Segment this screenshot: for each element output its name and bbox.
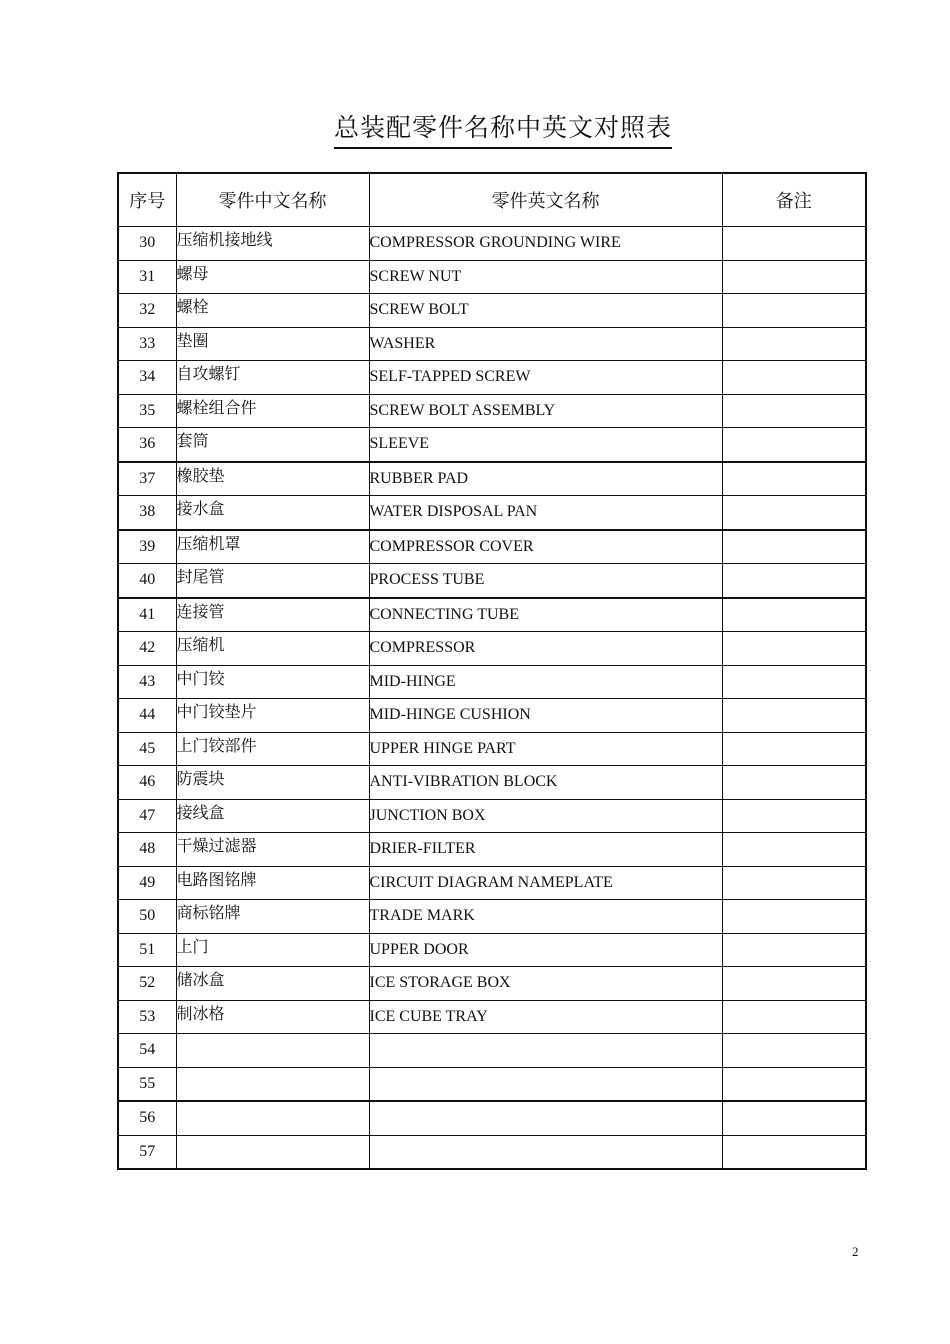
row-remark: [722, 327, 866, 361]
row-english-name: CONNECTING TUBE: [369, 598, 722, 632]
row-english-name: JUNCTION BOX: [369, 799, 722, 833]
row-english-name: SLEEVE: [369, 428, 722, 462]
row-number: 57: [118, 1135, 176, 1169]
table-row: [118, 866, 866, 900]
row-english-name: [369, 1101, 722, 1135]
table-row: [118, 665, 866, 699]
row-chinese-name: 螺栓组合件: [176, 394, 369, 428]
row-english-name: [369, 1034, 722, 1068]
row-number: 49: [118, 866, 176, 900]
table-row: [118, 1135, 866, 1169]
row-chinese-name: [176, 1135, 369, 1169]
row-remark: [722, 1067, 866, 1101]
row-chinese-name: 干燥过滤器: [176, 833, 369, 867]
row-number: 39: [118, 530, 176, 564]
row-english-name: [369, 1067, 722, 1101]
table-row: [118, 933, 866, 967]
row-remark: [722, 598, 866, 632]
row-chinese-name: [176, 1067, 369, 1101]
row-number: 42: [118, 632, 176, 666]
table-row: [118, 260, 866, 294]
row-remark: [722, 799, 866, 833]
row-remark: [722, 933, 866, 967]
row-remark: [722, 394, 866, 428]
header-remark: 备注: [722, 173, 866, 227]
row-english-name: COMPRESSOR: [369, 632, 722, 666]
row-remark: [722, 1034, 866, 1068]
table-row: [118, 496, 866, 530]
row-english-name: SCREW BOLT: [369, 294, 722, 328]
row-english-name: WATER DISPOSAL PAN: [369, 496, 722, 530]
row-number: 41: [118, 598, 176, 632]
row-remark: [722, 766, 866, 800]
table-row: [118, 799, 866, 833]
page-title-text: 总装配零件名称中英文对照表: [334, 108, 672, 149]
row-chinese-name: 压缩机罩: [176, 530, 369, 564]
table-row: [118, 900, 866, 934]
row-remark: [722, 866, 866, 900]
row-english-name: WASHER: [369, 327, 722, 361]
table-row: [118, 1000, 866, 1034]
row-number: 55: [118, 1067, 176, 1101]
row-chinese-name: 连接管: [176, 598, 369, 632]
page-title: [0, 108, 950, 149]
row-english-name: SCREW BOLT ASSEMBLY: [369, 394, 722, 428]
row-remark: [722, 967, 866, 1001]
table-row: [118, 361, 866, 395]
table-row: [118, 327, 866, 361]
row-chinese-name: 自攻螺钉: [176, 361, 369, 395]
row-english-name: COMPRESSOR GROUNDING WIRE: [369, 227, 722, 261]
row-remark: [722, 428, 866, 462]
row-chinese-name: 商标铭牌: [176, 900, 369, 934]
row-english-name: DRIER-FILTER: [369, 833, 722, 867]
row-english-name: UPPER HINGE PART: [369, 732, 722, 766]
row-number: 47: [118, 799, 176, 833]
row-number: 37: [118, 462, 176, 496]
row-number: 38: [118, 496, 176, 530]
row-number: 50: [118, 900, 176, 934]
row-remark: [722, 496, 866, 530]
row-number: 48: [118, 833, 176, 867]
row-number: 56: [118, 1101, 176, 1135]
row-chinese-name: 电路图铭牌: [176, 866, 369, 900]
row-chinese-name: 接线盒: [176, 799, 369, 833]
row-remark: [722, 1135, 866, 1169]
row-remark: [722, 530, 866, 564]
row-number: 54: [118, 1034, 176, 1068]
row-number: 32: [118, 294, 176, 328]
row-number: 35: [118, 394, 176, 428]
row-remark: [722, 1101, 866, 1135]
row-chinese-name: 接水盒: [176, 496, 369, 530]
row-chinese-name: 封尾管: [176, 564, 369, 598]
row-chinese-name: [176, 1034, 369, 1068]
row-chinese-name: 套筒: [176, 428, 369, 462]
row-number: 43: [118, 665, 176, 699]
row-english-name: ICE CUBE TRAY: [369, 1000, 722, 1034]
row-english-name: COMPRESSOR COVER: [369, 530, 722, 564]
table-row: [118, 564, 866, 598]
table-row: [118, 428, 866, 462]
row-english-name: MID-HINGE: [369, 665, 722, 699]
row-chinese-name: 制冰格: [176, 1000, 369, 1034]
row-chinese-name: 储冰盒: [176, 967, 369, 1001]
table-row: [118, 530, 866, 564]
row-chinese-name: 上门铰部件: [176, 732, 369, 766]
row-english-name: TRADE MARK: [369, 900, 722, 934]
row-english-name: UPPER DOOR: [369, 933, 722, 967]
table-row: [118, 598, 866, 632]
row-number: 40: [118, 564, 176, 598]
row-chinese-name: 防震块: [176, 766, 369, 800]
row-chinese-name: 螺栓: [176, 294, 369, 328]
row-remark: [722, 900, 866, 934]
row-remark: [722, 462, 866, 496]
row-remark: [722, 361, 866, 395]
row-english-name: RUBBER PAD: [369, 462, 722, 496]
table-row: [118, 699, 866, 733]
row-number: 36: [118, 428, 176, 462]
row-chinese-name: 垫圈: [176, 327, 369, 361]
parts-table: [117, 172, 867, 1170]
table-row: [118, 394, 866, 428]
row-remark: [722, 632, 866, 666]
row-number: 30: [118, 227, 176, 261]
row-number: 44: [118, 699, 176, 733]
row-number: 33: [118, 327, 176, 361]
page-number: 2: [852, 1244, 859, 1259]
row-english-name: PROCESS TUBE: [369, 564, 722, 598]
row-remark: [722, 227, 866, 261]
table-row: [118, 462, 866, 496]
row-english-name: MID-HINGE CUSHION: [369, 699, 722, 733]
row-number: 31: [118, 260, 176, 294]
row-english-name: SELF-TAPPED SCREW: [369, 361, 722, 395]
row-chinese-name: 螺母: [176, 260, 369, 294]
table-row: [118, 1101, 866, 1135]
row-number: 53: [118, 1000, 176, 1034]
table-row: [118, 294, 866, 328]
row-chinese-name: 压缩机: [176, 632, 369, 666]
table-row: [118, 967, 866, 1001]
row-english-name: SCREW NUT: [369, 260, 722, 294]
row-chinese-name: [176, 1101, 369, 1135]
row-remark: [722, 1000, 866, 1034]
row-chinese-name: 中门铰: [176, 665, 369, 699]
row-english-name: CIRCUIT DIAGRAM NAMEPLATE: [369, 866, 722, 900]
row-remark: [722, 833, 866, 867]
table-body: [118, 227, 866, 1170]
table-row: [118, 766, 866, 800]
table-row: [118, 833, 866, 867]
row-remark: [722, 665, 866, 699]
row-english-name: ICE STORAGE BOX: [369, 967, 722, 1001]
header-english-name: 零件英文名称: [369, 173, 722, 227]
table-row: [118, 732, 866, 766]
row-chinese-name: 压缩机接地线: [176, 227, 369, 261]
row-chinese-name: 中门铰垫片: [176, 699, 369, 733]
row-english-name: ANTI-VIBRATION BLOCK: [369, 766, 722, 800]
table-row: [118, 1034, 866, 1068]
row-number: 52: [118, 967, 176, 1001]
header-chinese-name: 零件中文名称: [176, 173, 369, 227]
table-row: [118, 632, 866, 666]
table-row: [118, 1067, 866, 1101]
row-remark: [722, 699, 866, 733]
row-remark: [722, 260, 866, 294]
row-remark: [722, 564, 866, 598]
row-number: 34: [118, 361, 176, 395]
row-remark: [722, 294, 866, 328]
row-number: 46: [118, 766, 176, 800]
table-row: [118, 227, 866, 261]
row-number: 45: [118, 732, 176, 766]
row-number: 51: [118, 933, 176, 967]
header-no: 序号: [118, 173, 176, 227]
row-chinese-name: 橡胶垫: [176, 462, 369, 496]
table-header-row: [118, 173, 866, 227]
row-chinese-name: 上门: [176, 933, 369, 967]
row-remark: [722, 732, 866, 766]
row-english-name: [369, 1135, 722, 1169]
